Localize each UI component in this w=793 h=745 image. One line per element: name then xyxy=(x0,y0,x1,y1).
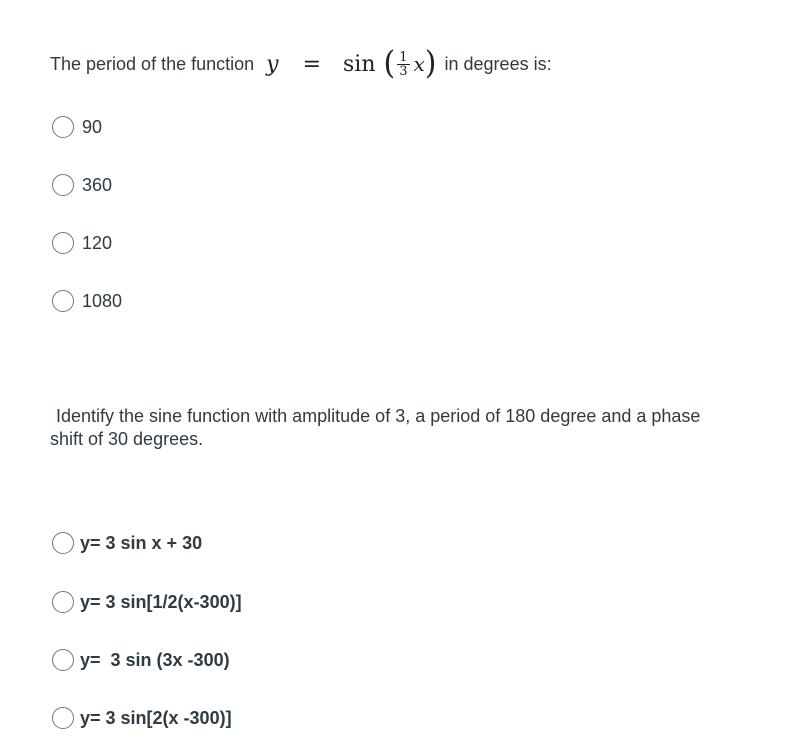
radio-button[interactable] xyxy=(52,707,74,729)
math-close-paren: ) xyxy=(424,45,437,82)
question-1-prefix: The period of the function xyxy=(50,53,255,74)
radio-button[interactable] xyxy=(52,232,74,254)
q2-option-a[interactable] xyxy=(52,530,202,556)
math-open-paren: ( xyxy=(383,45,396,82)
q1-option-120[interactable] xyxy=(52,230,112,256)
radio-button[interactable] xyxy=(52,290,74,312)
fraction-denominator: 3 xyxy=(399,63,408,79)
question-2-prompt xyxy=(50,405,770,451)
q1-option-90[interactable] xyxy=(52,114,102,140)
option-label: y= 3 sin x + 30 xyxy=(80,532,203,553)
radio-button[interactable] xyxy=(52,591,74,613)
option-label: 90 xyxy=(82,116,103,137)
q2-option-b[interactable] xyxy=(52,589,242,615)
math-sin: sin xyxy=(343,51,376,77)
option-label: y= 3 sin[1/2(x-300)] xyxy=(80,591,242,612)
math-variable-y: y xyxy=(266,51,279,77)
option-label: 120 xyxy=(82,232,113,253)
math-fraction xyxy=(397,51,409,78)
question-2-line-1: Identify the sine function with amplitude of 3, a period of 180 degree and a phase xyxy=(56,406,701,426)
math-variable-x: x xyxy=(413,52,425,76)
radio-button[interactable] xyxy=(52,116,74,138)
option-label: y= 3 sin (3x -300) xyxy=(80,649,230,670)
question-2-line-2: shift of 30 degrees. xyxy=(50,429,204,449)
radio-button[interactable] xyxy=(52,649,74,671)
q2-option-d[interactable] xyxy=(52,705,232,731)
q2-option-c[interactable] xyxy=(52,647,230,673)
radio-button[interactable] xyxy=(52,532,74,554)
radio-button[interactable] xyxy=(52,174,74,196)
q1-option-1080[interactable] xyxy=(52,288,122,314)
question-1-suffix: in degrees is: xyxy=(444,53,552,74)
option-label: 1080 xyxy=(82,290,123,311)
fraction-numerator: 1 xyxy=(399,49,408,65)
q1-option-360[interactable] xyxy=(52,172,112,198)
question-1-prompt xyxy=(50,44,552,84)
option-label: 360 xyxy=(82,174,113,195)
option-label: y= 3 sin[2(x -300)] xyxy=(80,707,232,728)
math-equals: = xyxy=(302,51,322,77)
